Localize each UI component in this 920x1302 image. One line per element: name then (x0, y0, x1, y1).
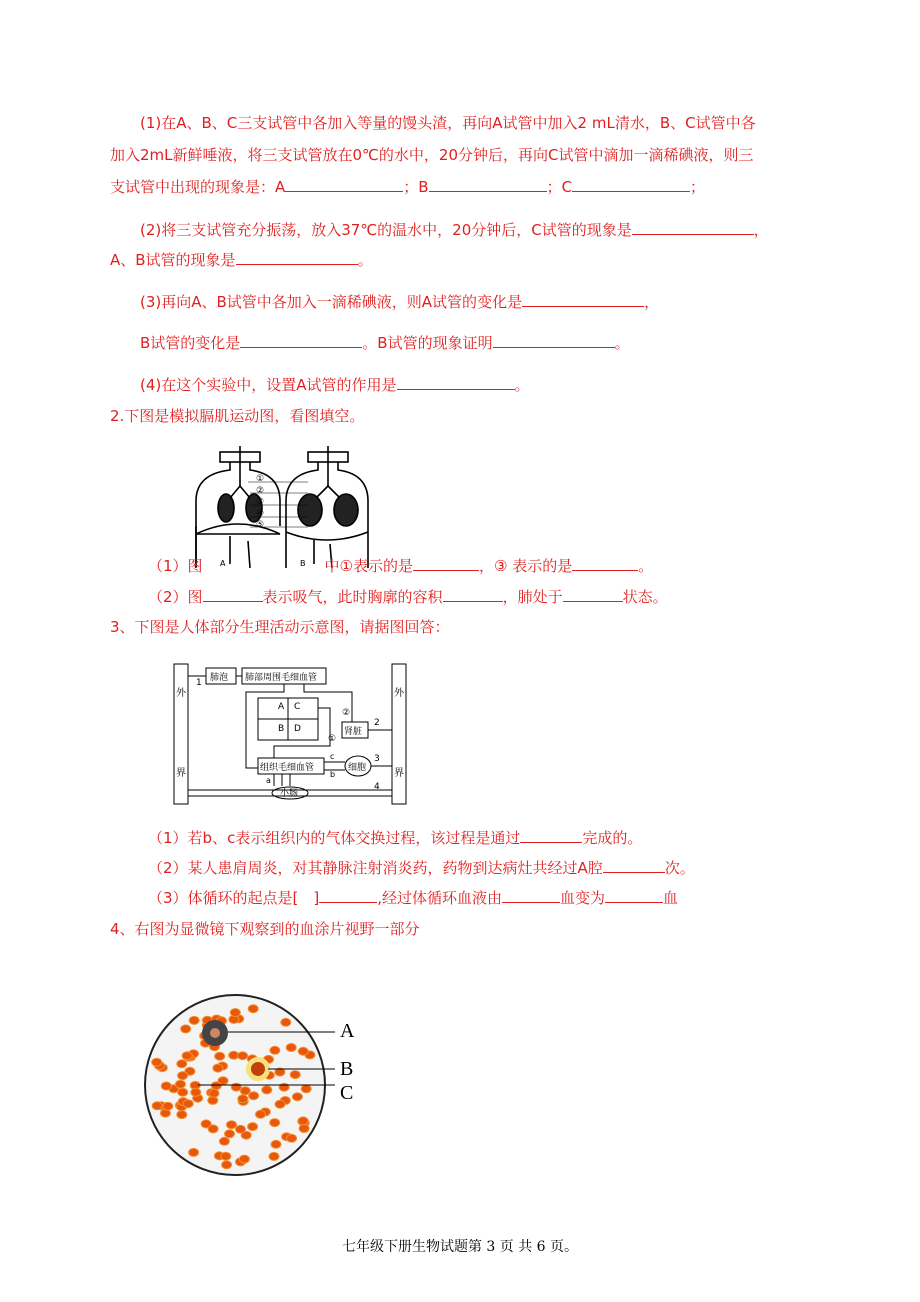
q2-s1 (148, 556, 653, 576)
alveoli-label: 肺泡 (210, 673, 229, 683)
red-blood-cell (225, 1130, 235, 1138)
q3-s3-end: 血 (663, 889, 679, 907)
answer-blank-start[interactable] (319, 888, 377, 903)
arrow-1-label: 1 (196, 678, 202, 688)
q1-p2-end: ， (753, 221, 769, 239)
q2-s1-mid: 中①表示的是 (324, 557, 413, 575)
label-b-text: B (340, 1058, 354, 1080)
q2-s2-mid: 表示吸气，此时胸廓的容积 (262, 588, 443, 606)
label-a-text: A (340, 1020, 355, 1042)
q1-p1-end: ； (690, 178, 706, 196)
tissue-cap-label: 组织毛细血管 (260, 763, 315, 773)
red-blood-cell (290, 1071, 300, 1079)
circulation-diagram (170, 660, 410, 808)
red-blood-cell (178, 1088, 188, 1096)
q1-p1-b-prefix: ；B (403, 178, 429, 196)
arrow-2-label: 2 (374, 718, 380, 728)
red-blood-cell (248, 1005, 258, 1013)
arrow-3-label: 3 (374, 754, 380, 764)
red-blood-cell (230, 1009, 240, 1017)
red-blood-cell (292, 1093, 302, 1101)
red-blood-cell (301, 1085, 311, 1093)
red-blood-cell (163, 1102, 173, 1110)
q1-p1-a-prefix: 支试管中出现的现象是：A (110, 178, 286, 196)
q2-s1-end: 。 (638, 557, 654, 575)
q1-p3-line1 (140, 292, 659, 312)
red-blood-cell (208, 1125, 218, 1133)
q1-p1-c-prefix: ；C (546, 178, 573, 196)
answer-blank-blood-from[interactable] (502, 888, 560, 903)
red-blood-cell (270, 1119, 280, 1127)
q3-s3-mid2: 血变为 (560, 889, 606, 907)
red-blood-cell (227, 1121, 237, 1129)
q3-s1 (148, 828, 642, 848)
q2-title: 2.下图是模拟膈肌运动图，看图填空。 (110, 407, 365, 425)
answer-blank-volume[interactable] (443, 587, 503, 602)
wbc-nucleus (210, 1028, 220, 1038)
q1-p3-line2 (140, 333, 630, 353)
jar-b (286, 446, 368, 568)
q1-p3-b-text: B试管的变化是 (140, 334, 241, 352)
q1-p4-text: (4)在这个实验中，设置A试管的作用是 (140, 376, 397, 394)
red-blood-cell (279, 1083, 289, 1091)
red-blood-cell (298, 1117, 308, 1125)
q1-p2-line1 (140, 220, 769, 240)
q1-p3-proof-text: 。B试管的现象证明 (362, 334, 493, 352)
q1-p2-line2-end: 。 (357, 251, 373, 269)
q3-s2-end: 次。 (664, 859, 695, 877)
answer-blank-gas-exchange[interactable] (520, 828, 582, 843)
red-blood-cell (236, 1125, 246, 1133)
red-blood-cell (183, 1100, 193, 1108)
answer-blank-a-change[interactable] (522, 292, 644, 307)
arrow-4-label: 4 (374, 782, 380, 792)
answer-blank-inhale-fig[interactable] (203, 587, 263, 602)
q1-p4 (140, 375, 530, 395)
heart-b-label: B (278, 724, 285, 734)
red-blood-cell (271, 1140, 281, 1148)
red-blood-cell (209, 1089, 219, 1097)
red-blood-cell (222, 1161, 232, 1169)
red-blood-cell (152, 1102, 162, 1110)
answer-blank-a[interactable] (285, 177, 403, 192)
answer-blank-label3[interactable] (572, 556, 638, 571)
outside-label-right-bottom: 界 (394, 768, 404, 779)
answer-blank-count[interactable] (603, 858, 665, 873)
outside-label-right-top: 外 (394, 688, 404, 699)
q3-s2 (148, 858, 695, 878)
q2-s1-mid2: ，③ 表示的是 (479, 557, 573, 575)
fig-label-3: ③ (256, 497, 265, 507)
red-blood-cell (175, 1080, 185, 1088)
jar-a (196, 446, 280, 568)
q1-p3-line2-end: 。 (614, 334, 630, 352)
answer-blank-label1[interactable] (413, 556, 479, 571)
q3-s3-text: （3）体循环的起点是[ ] (148, 889, 320, 907)
red-blood-cell (270, 1046, 280, 1054)
q1-p1-line1: (1)在A、B、C三支试管中各加入等量的馒头渣，再向A试管中加入2 mL清水，B、C试管中各 (140, 114, 756, 132)
cell-label: 细胞 (348, 763, 367, 773)
red-blood-cell (221, 1152, 231, 1160)
kidney-label: 肾脏 (344, 727, 363, 737)
red-blood-cell (182, 1052, 192, 1060)
circled-1-label: ① (328, 734, 337, 744)
red-blood-cell (152, 1058, 162, 1066)
red-blood-cell (161, 1082, 171, 1090)
page-footer: 七年级下册生物试题第 3 页 共 6 页。 (341, 1239, 579, 1255)
cell-b (251, 1062, 265, 1076)
q1-p2-line2 (110, 250, 373, 270)
jar-a-label: A (220, 559, 226, 568)
label-a: a (266, 776, 271, 785)
q2-s2 (148, 587, 668, 607)
red-blood-cell (177, 1111, 187, 1119)
heart-c-label: C (294, 702, 301, 712)
fig-number-labels (256, 474, 264, 532)
red-blood-cell (177, 1060, 187, 1068)
red-blood-cell (286, 1044, 296, 1052)
red-blood-cell (231, 1083, 241, 1091)
q3-title: 3、下图是人体部分生理活动示意图，请据图回答： (110, 618, 450, 636)
answer-blank-role[interactable] (397, 375, 515, 390)
q1-p2-text: (2)将三支试管充分振荡，放入37℃的温水中，20分钟后，C试管的现象是 (140, 221, 632, 239)
q2-s1-prefix: （1）图 (148, 557, 203, 575)
answer-blank-proof[interactable] (493, 333, 615, 348)
q3-s3-mid: ,经过体循环血液由 (377, 889, 503, 907)
red-blood-cell (239, 1155, 249, 1163)
red-blood-cell (298, 1047, 308, 1055)
red-blood-cell (238, 1052, 248, 1060)
red-blood-cell (238, 1095, 248, 1103)
red-blood-cell (189, 1016, 199, 1024)
q4-title: 4、右图为显微镜下观察到的血涂片视野一部分 (110, 920, 420, 938)
outside-label-left-top: 外 (176, 688, 186, 699)
heart-d-label: D (294, 724, 301, 734)
red-blood-cell (248, 1123, 258, 1131)
red-blood-cell (213, 1064, 223, 1072)
answer-blank-b-change[interactable] (240, 333, 362, 348)
answer-blank-ab-phenomenon[interactable] (236, 250, 358, 265)
red-blood-cell (256, 1110, 266, 1118)
q3-s1-text: （1）若b、c表示组织内的气体交换过程，该过程是通过 (148, 829, 521, 847)
red-blood-cell (275, 1100, 285, 1108)
red-blood-cell (189, 1148, 199, 1156)
label-c: c (330, 752, 335, 761)
q1-p2-line2-text: A、B试管的现象是 (110, 251, 236, 269)
q1-p4-end: 。 (514, 376, 530, 394)
red-blood-cell (249, 1092, 259, 1100)
answer-blank-b[interactable] (429, 177, 547, 192)
q1-p3-text: (3)再向A、B试管中各加入一滴稀碘液，则A试管的变化是 (140, 293, 523, 311)
red-blood-cell (287, 1134, 297, 1142)
circled-2-label: ② (342, 708, 351, 718)
fig-label-5: ⑤ (256, 520, 265, 530)
answer-blank-lung-state[interactable] (563, 587, 623, 602)
fig-label-4: ④ (256, 508, 265, 519)
red-blood-cell (215, 1052, 225, 1060)
red-blood-cell (219, 1137, 229, 1145)
red-blood-cell (181, 1025, 191, 1033)
q1-p1-line2: 加入2mL新鲜唾液，将三支试管放在0℃的水中，20分钟后，再向C试管中滴加一滴稀碘液，则三 (110, 146, 754, 164)
red-blood-cell (178, 1072, 188, 1080)
label-c-text: C (340, 1082, 354, 1104)
red-blood-cell (269, 1152, 279, 1160)
answer-blank-c-phenomenon[interactable] (632, 220, 754, 235)
answer-blank-blood-to[interactable] (605, 888, 663, 903)
answer-blank-c[interactable] (572, 177, 690, 192)
q3-s1-end: 完成的。 (582, 829, 643, 847)
q2-s2-end: 状态。 (622, 588, 668, 606)
intestine-label: 小肠 (280, 789, 299, 799)
jar-b-label: B (300, 559, 306, 568)
q3-s3 (148, 888, 678, 908)
fig-label-2: ② (256, 485, 265, 496)
red-blood-cell (299, 1125, 309, 1133)
red-blood-cell (211, 1082, 221, 1090)
red-blood-cell (191, 1088, 201, 1096)
label-b: b (330, 770, 336, 779)
red-blood-cell (262, 1086, 272, 1094)
fig-label-1: ① (256, 474, 265, 484)
q1-p1-line3 (110, 177, 705, 197)
q2-s2-prefix: （2）图 (148, 588, 203, 606)
red-blood-cell (281, 1018, 291, 1026)
q1-p3-end: ， (644, 293, 660, 311)
q3-s2-text: （2）某人患肩周炎，对其静脉注射消炎药，药物到达病灶共经过A腔 (148, 859, 603, 877)
heart-a-label: A (278, 702, 285, 712)
q2-s2-mid2: ，肺处于 (502, 588, 563, 606)
lung-cap-label: 肺部周围毛细血管 (245, 673, 318, 683)
outside-label-left-bottom: 界 (176, 768, 186, 779)
